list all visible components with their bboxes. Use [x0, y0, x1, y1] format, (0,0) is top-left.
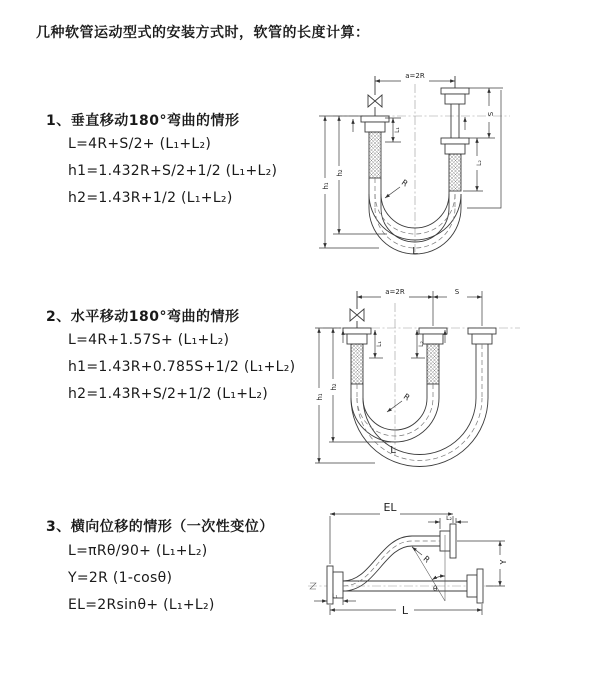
dim-label-s: S — [454, 288, 460, 296]
page-title: 几种软管运动型式的安装方式时，软管的长度计算： — [36, 25, 370, 41]
dim-label-l1: L₁ — [376, 341, 383, 347]
dim-label-l: L — [412, 246, 418, 257]
dim-label-a2r: a=2R — [385, 288, 405, 296]
section-3-formula-l: L=πRθ/90+ (L₁+L₂) — [68, 543, 208, 559]
radius-leader — [385, 187, 400, 198]
dimensions — [315, 297, 482, 463]
braid-hatch-right — [449, 154, 461, 191]
section-2-formula-h1: h1=1.43R+0.785S+1/2 (L₁+L₂) — [68, 359, 296, 375]
section-3-formula-y: Y=2R (1-cosθ) — [68, 570, 173, 586]
dim-label-l2: L₂ — [446, 515, 452, 522]
dim-label-y: Y — [499, 559, 508, 565]
dim-label-a2r: a=2R — [405, 72, 425, 80]
dim-label-h1: h₁ — [322, 182, 330, 190]
dim-label-r: R — [401, 391, 412, 403]
section-1-formula-h2: h2=1.43R+1/2 (L₁+L₂) — [68, 190, 233, 206]
dim-label-h2: h₂ — [330, 383, 338, 391]
dim-label-r: R — [421, 554, 432, 565]
diagram-horizontal-180-bend — [305, 283, 600, 468]
hose-outline — [343, 291, 496, 467]
valve-icon — [350, 309, 364, 321]
dim-label-h2: h₂ — [336, 169, 344, 177]
dim-label-theta: θ — [433, 585, 438, 593]
section-1-formula-h1: h1=1.432R+S/2+1/2 (L₁+L₂) — [68, 163, 278, 179]
dim-label-l2: L₂ — [476, 160, 483, 166]
dim-label-l1: L₁ — [394, 127, 401, 133]
dim-label-r: R — [399, 177, 410, 189]
dim-label-l1: L₁ — [332, 593, 338, 600]
section-2-formula-l: L=4R+1.57S+ (L₁+L₂) — [68, 332, 230, 348]
dim-label-l: L — [401, 604, 409, 617]
section-2-heading: 2、水平移动180°弯曲的情形 — [46, 309, 240, 325]
hose-outline — [327, 524, 483, 604]
section-1-heading: 1、垂直移动180°弯曲的情形 — [46, 113, 240, 129]
centerlines — [333, 84, 510, 252]
valve-icon — [368, 95, 382, 107]
section-2-formula-h2: h2=1.43R+S/2+1/2 (L₁+L₂) — [68, 386, 269, 402]
angle-arc — [432, 576, 445, 580]
braid-hatch-left — [351, 344, 363, 384]
diagram-lateral-displacement — [300, 498, 600, 643]
dim-label-el: EL — [383, 501, 397, 514]
dimension-labels — [322, 72, 495, 257]
section-1-formula-l: L=4R+S/2+ (L₁+L₂) — [68, 136, 212, 152]
diagram-vertical-180-bend — [305, 66, 600, 256]
dim-label-l: L — [390, 445, 396, 456]
dim-label-h1: h₁ — [316, 393, 324, 401]
radius-leader — [387, 401, 402, 412]
dim-label-l2: L₂ — [418, 341, 425, 347]
braid-hatch-middle — [427, 344, 439, 384]
dimensions — [314, 514, 505, 615]
dim-label-s: S — [487, 111, 495, 117]
section-3-heading: 3、横向位移的情形（一次性变位） — [46, 519, 274, 535]
section-3-formula-el: EL=2Rsinθ+ (L₁+L₂) — [68, 597, 215, 613]
braid-hatch-left — [369, 132, 381, 178]
